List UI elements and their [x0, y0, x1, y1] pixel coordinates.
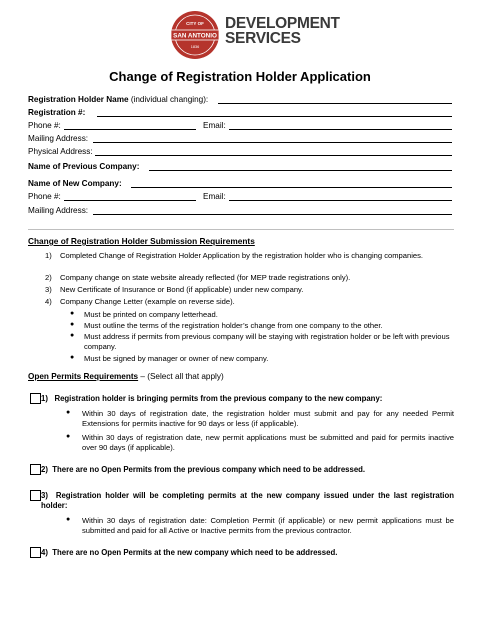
page-title: Change of Registration Holder Application — [109, 69, 371, 84]
bullet-icon: ● — [66, 409, 71, 416]
reg-holder-name-label: Registration Holder Name — [28, 95, 129, 104]
option-1-bullet-2: Within 30 days of registration date, new permit applications must be submitted and paid for permits inactive over 90 days (if applicable). — [82, 433, 454, 452]
reg-holder-name-field[interactable] — [218, 94, 452, 104]
previous-company-label: Name of Previous Company: — [28, 162, 140, 171]
option-3-label: 3) Registration holder will be completing permits at the new company issued under the last registration holder: — [41, 491, 454, 510]
bullet-icon: ● — [70, 321, 75, 328]
svg-text:SAN ANTONIO: SAN ANTONIO — [173, 32, 217, 40]
email-2-label: Email: — [203, 192, 226, 201]
reg-holder-name-row — [28, 94, 208, 105]
submission-heading: Change of Registration Holder Submission Requirements — [28, 236, 255, 246]
email-1-label: Email: — [203, 121, 226, 130]
logo-line-2: SERVICES — [225, 30, 301, 47]
letter-req-3: Must address if permits from previous company will be staying with registration holder or be left with previous company. — [84, 332, 450, 351]
option-1-bullet-1: Within 30 days of registration date, the registration holder must submit and pay for any needed Permit Extensions for permits inactive for 90 days or less (if applicable). — [82, 409, 454, 428]
bullet-icon: ● — [70, 310, 75, 317]
physical-address-label: Physical Address: — [28, 147, 93, 156]
req-1-text: Completed Change of Registration Holder Application by the registration holder who is changing companies. — [60, 251, 424, 260]
reg-number-label: Registration #: — [28, 108, 86, 117]
phone-2-field[interactable] — [64, 191, 196, 201]
letter-req-4: Must be signed by manager or owner of new company. — [84, 354, 269, 363]
option-1-checkbox[interactable] — [30, 393, 41, 404]
logo-line-1: DEVELOPMENT — [225, 15, 340, 32]
logo-wordmark — [225, 16, 340, 46]
bullet-icon: ● — [70, 332, 75, 339]
email-2-field[interactable] — [229, 191, 452, 201]
mailing-address-1-field[interactable] — [93, 133, 452, 143]
previous-company-field[interactable] — [149, 161, 452, 171]
open-permits-note: – (Select all that apply) — [138, 372, 224, 381]
req-2-text: Company change on state website already reflected (for MEP trade registrations only). — [60, 273, 351, 282]
option-3-bullet-1: Within 30 days of registration date: Completion Permit (if applicable) or new permit applications must be submitted and paid for all Active or Inactive permits from the previous contractor. — [82, 516, 454, 535]
mailing-address-2-field[interactable] — [93, 205, 452, 215]
option-4-label: 4) There are no Open Permits at the new company which need to be addressed. — [41, 548, 338, 557]
option-1-label: 1) Registration holder is bringing permits from the previous company to the new company: — [41, 394, 383, 403]
new-company-label: Name of New Company: — [28, 179, 122, 188]
open-permits-heading-row — [28, 371, 224, 382]
req-4-num: 4) — [45, 297, 52, 306]
bullet-icon: ● — [66, 516, 71, 523]
reg-number-field[interactable] — [97, 107, 452, 117]
option-2-checkbox[interactable] — [30, 464, 41, 475]
physical-address-field[interactable] — [95, 146, 452, 156]
phone-2-label: Phone #: — [28, 192, 61, 201]
bullet-icon: ● — [66, 433, 71, 440]
previous-company-row — [28, 161, 139, 172]
req-2-num: 2) — [45, 273, 52, 282]
san-antonio-seal-icon — [170, 10, 220, 60]
open-permits-heading: Open Permits Requirements — [28, 372, 139, 381]
svg-text:CITY OF: CITY OF — [186, 21, 204, 26]
option-2-label: 2) There are no Open Permits from the previous company which need to be addressed. — [41, 465, 366, 474]
letter-req-2: Must outline the terms of the registration holder’s change from one company to the other. — [84, 321, 383, 330]
new-company-field[interactable] — [131, 178, 452, 188]
bullet-icon: ● — [70, 354, 75, 361]
mailing-address-2-label: Mailing Address: — [28, 206, 89, 215]
req-1-num: 1) — [45, 251, 52, 260]
mailing-address-1-label: Mailing Address: — [28, 134, 89, 143]
req-3-text: New Certificate of Insurance or Bond (if applicable) under new company. — [60, 285, 304, 294]
option-3-checkbox[interactable] — [30, 490, 41, 501]
svg-text:1836: 1836 — [190, 45, 200, 49]
req-3-num: 3) — [45, 285, 52, 294]
reg-number-row — [28, 107, 85, 118]
email-1-field[interactable] — [229, 120, 452, 130]
letter-req-1: Must be printed on company letterhead. — [84, 310, 218, 319]
new-company-row — [28, 178, 122, 189]
phone-1-field[interactable] — [64, 120, 196, 130]
phone-1-label: Phone #: — [28, 121, 61, 130]
section-divider — [28, 229, 454, 230]
option-4-checkbox[interactable] — [30, 547, 41, 558]
req-4-text: Company Change Letter (example on reverse side). — [60, 297, 235, 306]
reg-holder-name-note: (individual changing): — [128, 95, 209, 104]
